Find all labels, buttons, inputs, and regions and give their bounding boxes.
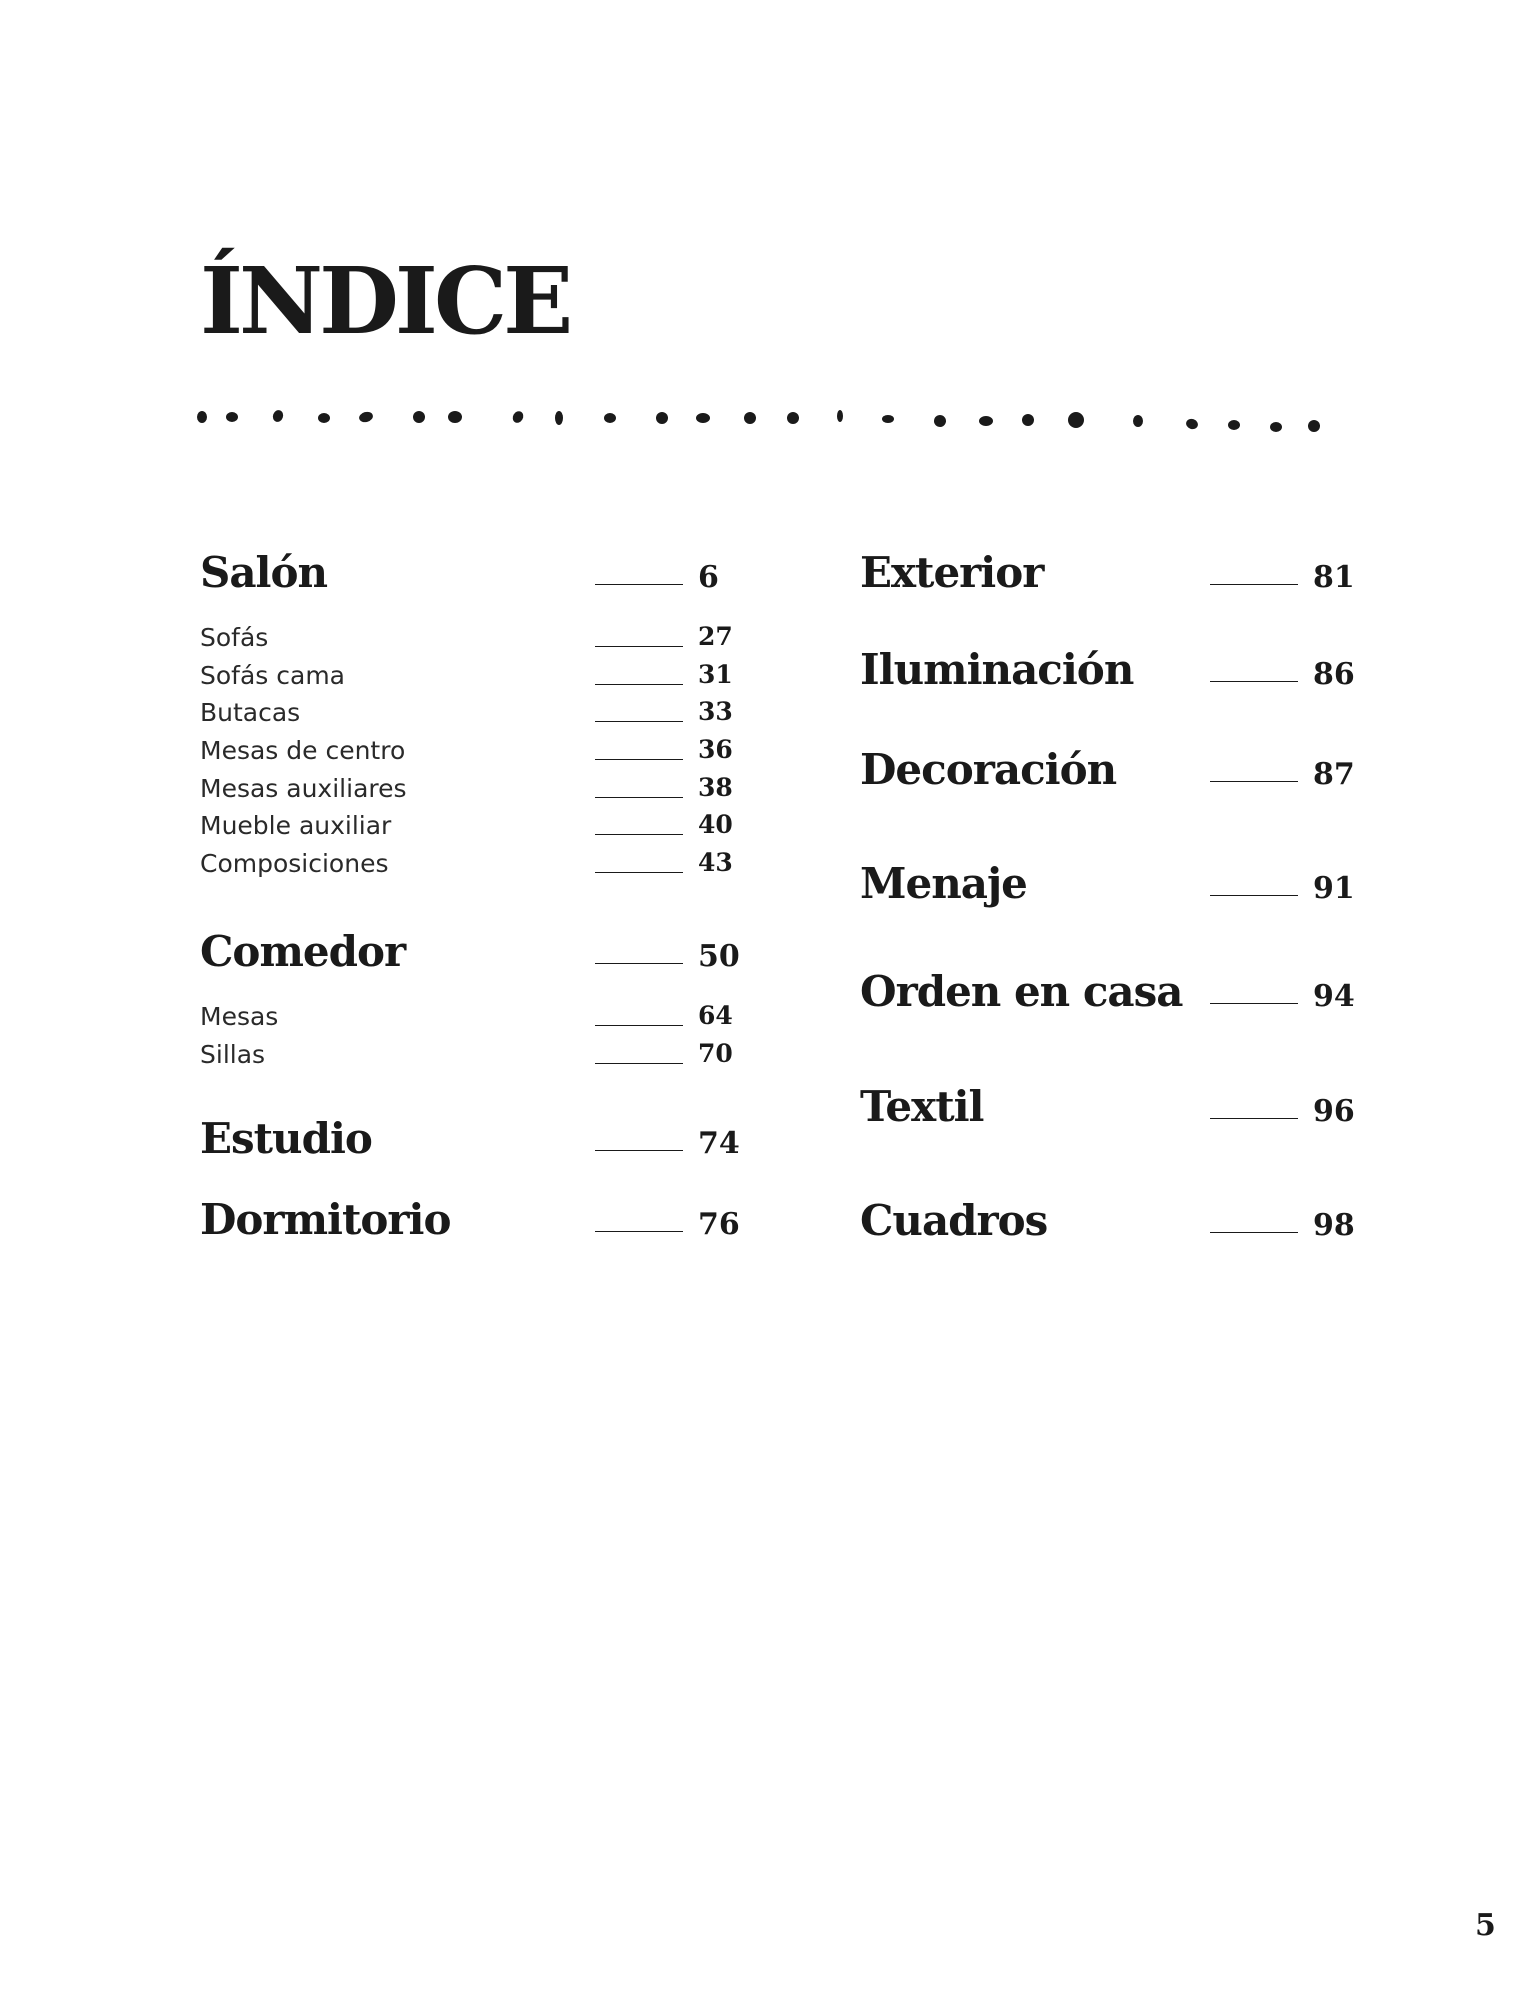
leader-line	[1210, 584, 1298, 585]
toc-entry-label: Mesas de centro	[200, 736, 406, 765]
toc-entry-label: Composiciones	[200, 849, 389, 878]
toc-entry-page: 40	[698, 810, 733, 839]
toc-entry-label: Orden en casa	[860, 967, 1183, 1016]
toc-entry-page: 94	[1313, 979, 1355, 1014]
leader-line	[1210, 1232, 1298, 1233]
toc-entry-page: 98	[1313, 1208, 1355, 1243]
leader-line	[1210, 681, 1298, 682]
toc-entry-label: Exterior	[860, 548, 1044, 597]
leader-line	[595, 721, 683, 722]
toc-entry-label: Menaje	[860, 859, 1027, 908]
toc-entry-label: Sofás	[200, 623, 269, 652]
toc-entry-label: Decoración	[860, 745, 1117, 794]
toc-entry-label: Iluminación	[860, 645, 1134, 694]
toc-entry-label: Salón	[200, 548, 328, 597]
leader-line	[595, 1063, 683, 1064]
toc-entry-page: 64	[698, 1001, 733, 1030]
leader-line	[595, 1025, 683, 1026]
toc-entry-label: Mueble auxiliar	[200, 811, 392, 840]
toc-entry-label: Mesas	[200, 1002, 279, 1031]
leader-line	[595, 797, 683, 798]
toc-entry-label: Butacas	[200, 698, 301, 727]
leader-line	[595, 646, 683, 647]
toc-entry-page: 81	[1313, 560, 1355, 595]
leader-line	[595, 963, 683, 964]
toc-entry-page: 91	[1313, 871, 1355, 906]
toc-entry-page: 76	[698, 1207, 740, 1242]
toc-entry-page: 74	[698, 1126, 740, 1161]
leader-line	[1210, 781, 1298, 782]
toc-entry-label: Sillas	[200, 1040, 266, 1069]
leader-line	[595, 684, 683, 685]
leader-line	[1210, 1118, 1298, 1119]
toc-entry-label: Mesas auxiliares	[200, 774, 407, 803]
toc-entry-page: 43	[698, 848, 733, 877]
toc-entry-page: 50	[698, 939, 740, 974]
leader-line	[595, 834, 683, 835]
toc-entry-page: 31	[698, 660, 733, 689]
toc-entry-page: 87	[1313, 757, 1355, 792]
leader-line	[595, 1231, 683, 1232]
toc-entry-page: 27	[698, 622, 733, 651]
page-title: ÍNDICE	[200, 247, 570, 355]
toc-entry-label: Dormitorio	[200, 1195, 451, 1244]
leader-line	[595, 1150, 683, 1151]
toc-entry-page: 96	[1313, 1094, 1355, 1129]
leader-line	[1210, 1003, 1298, 1004]
toc-entry-page: 70	[698, 1039, 733, 1068]
page-number: 5	[1475, 1908, 1496, 1943]
toc-entry-page: 86	[1313, 657, 1355, 692]
toc-entry-label: Textil	[860, 1082, 984, 1131]
toc-entry-page: 33	[698, 697, 733, 726]
leader-line	[595, 872, 683, 873]
toc-entry-label: Estudio	[200, 1114, 372, 1163]
leader-line	[595, 584, 683, 585]
toc-entry-label: Cuadros	[860, 1196, 1048, 1245]
toc-entry-page: 36	[698, 735, 733, 764]
toc-entry-page: 6	[698, 560, 719, 595]
toc-entry-page: 38	[698, 773, 733, 802]
leader-line	[595, 759, 683, 760]
toc-entry-label: Sofás cama	[200, 661, 345, 690]
toc-entry-label: Comedor	[200, 927, 406, 976]
leader-line	[1210, 895, 1298, 896]
dotted-divider	[190, 390, 1350, 450]
